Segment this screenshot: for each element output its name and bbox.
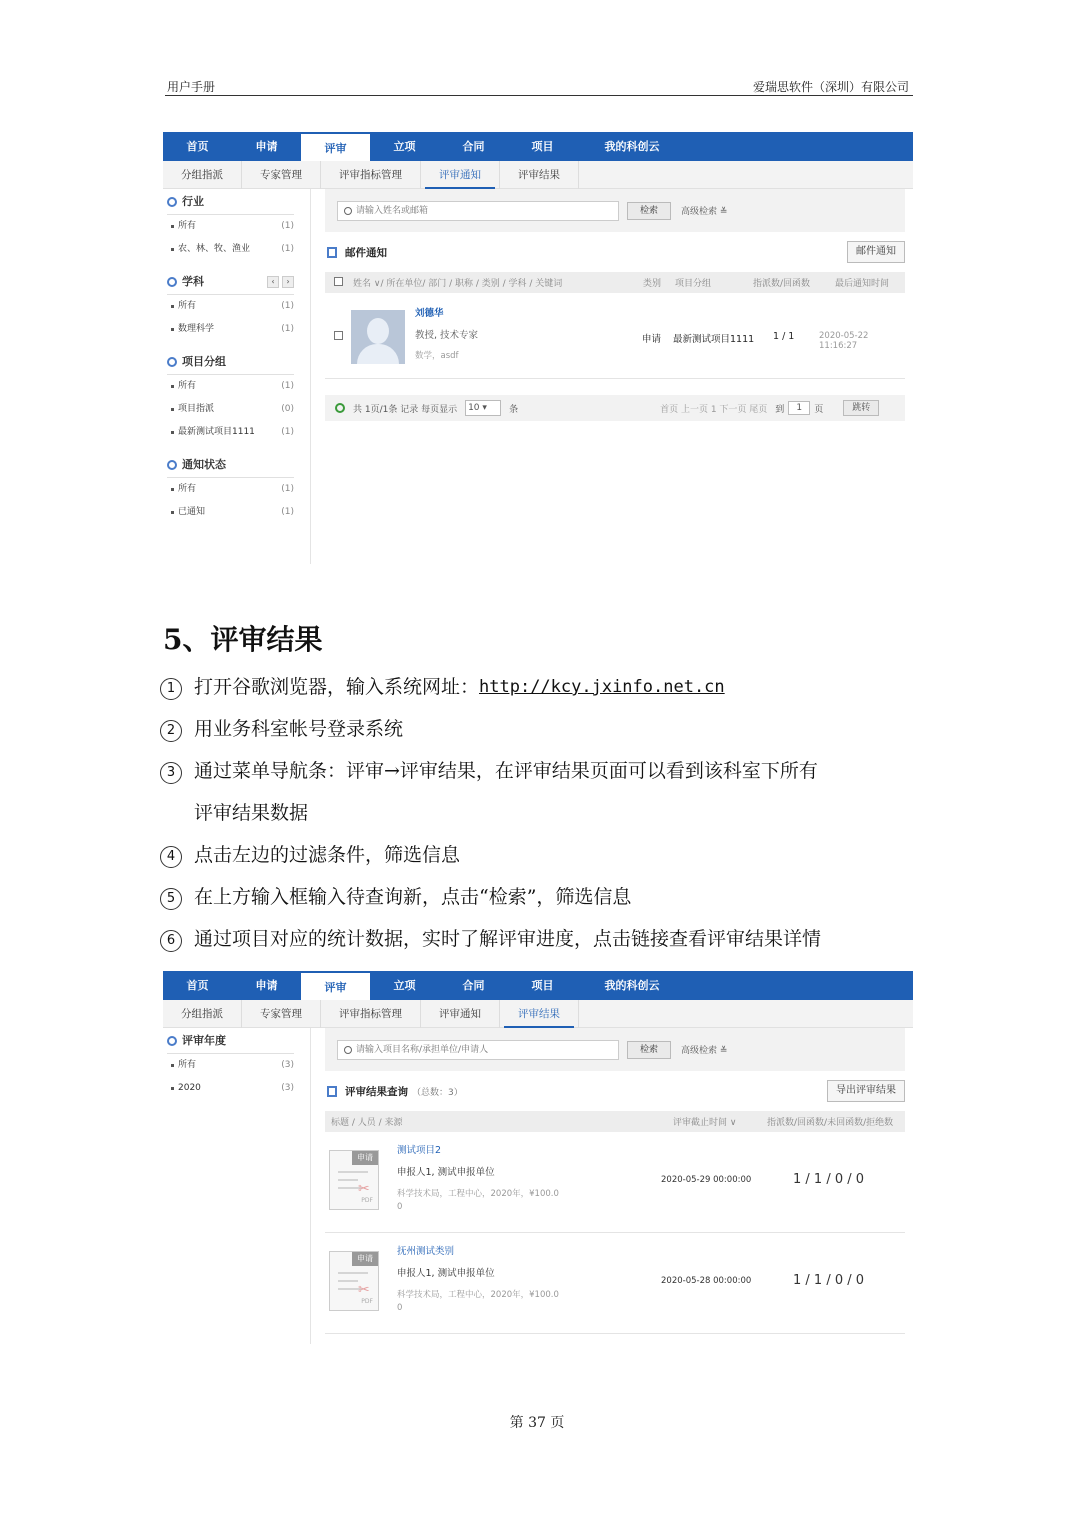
tab-review[interactable]: 评审 [301,971,370,1000]
subtab-group-assign[interactable]: 分组指派 [163,1000,242,1028]
tab-my-kcy[interactable]: 我的科创云 [604,140,660,153]
avatar [351,310,405,364]
row-checkbox[interactable] [334,331,343,340]
step-item: 1 打开谷歌浏览器，输入系统网址： http://kcy.jxinfo.net.cn [160,668,920,710]
step-item: 3 通过菜单导航条：评审→评审结果，在评审结果页面可以看到该科室下所有 [160,752,920,794]
search-button[interactable]: 检索 [627,202,671,220]
pdf-icon: 申请 ✂ PDF [329,1150,379,1210]
subtab-index-manage[interactable]: 评审指标管理 [321,161,421,189]
filter-item[interactable]: 2020 (3) [167,1077,294,1100]
sort-deadline[interactable]: 评审截止时间 ∨ [673,1118,737,1128]
filter-item[interactable]: 所有 (1) [167,375,294,398]
page-nav[interactable]: 首页 上一页 1 下一页 尾页 [660,404,768,415]
subtab-review-notice[interactable]: 评审通知 [421,161,500,189]
export-results-button[interactable]: 导出评审结果 [827,1080,905,1102]
goto-button[interactable]: 跳转 [843,400,879,416]
main-panel [325,189,905,421]
filter-title: 通知状态 [182,457,226,471]
advanced-search-link[interactable]: 高级检索 ≚ [681,207,728,217]
step-item: 5 在上方输入框输入待查询新，点击“检索”，筛选信息 [160,878,920,920]
step-item-continued: 评审结果数据 [194,802,309,824]
tab-contract[interactable]: 合同 [462,979,485,992]
filter-item[interactable]: 所有 (1) [167,215,294,238]
tab-review[interactable]: 评审 [301,132,370,161]
top-nav [163,971,913,1000]
subtab-review-notice[interactable]: 评审通知 [421,1000,500,1028]
search-bar [325,189,905,232]
advanced-search-link[interactable]: 高级检索 ≚ [681,1046,728,1056]
step-item: 4 点击左边的过滤条件，筛选信息 [160,836,920,878]
page-footer: 第 37 页 [509,1415,565,1431]
tab-apply[interactable]: 申请 [255,140,278,153]
project-title-link[interactable]: 测试项目2 [397,1145,442,1156]
prev-arrow-icon[interactable]: ‹ [267,276,279,288]
tab-my-kcy[interactable]: 我的科创云 [604,979,660,992]
search-icon [344,1046,352,1054]
filter-item[interactable]: 已通知 (1) [167,501,294,524]
section-title: 邮件通知 [345,246,387,259]
subtab-review-result[interactable]: 评审结果 [500,161,579,189]
filter-title: 行业 [182,194,204,208]
filter-icon [167,1036,177,1046]
page-header [165,76,913,96]
tab-project[interactable]: 项目 [531,140,554,153]
sub-nav [163,161,913,189]
section-heading: 5、评审结果 [163,623,323,656]
list-icon [327,1086,337,1097]
filter-group-project-group [163,349,310,452]
filter-item[interactable]: 所有 (3) [167,1054,294,1077]
filter-group-review-year [163,1028,310,1108]
filter-group-industry [163,189,310,269]
step-item: 6 通过项目对应的统计数据，实时了解评审进度，点击链接查看评审结果详情 [160,920,920,962]
filter-item[interactable]: 数理科学 (1) [167,318,294,341]
subtab-review-result[interactable]: 评审结果 [500,1000,579,1028]
expert-name-link[interactable]: 刘德华 [415,308,444,319]
refresh-icon[interactable] [335,403,345,413]
table-header: 标题 / 人员 / 来源 评审截止时间 ∨ 指派数/回函数/未回函数/拒绝数 [325,1111,905,1132]
sub-nav [163,1000,913,1028]
search-input[interactable]: 请输入姓名或邮箱 [337,201,619,221]
next-arrow-icon[interactable]: › [282,276,294,288]
tab-home[interactable]: 首页 [186,140,209,153]
filter-title: 学科 [182,274,204,288]
table-row: 刘德华 教授, 技术专家 数学，asdf 申请 最新测试项目1111 1 / 1 2020-05-22 11:16:27 [325,293,905,379]
screenshot-email-notice [163,132,913,564]
tab-project-approval[interactable]: 立项 [393,140,416,153]
search-bar [325,1028,905,1071]
search-button[interactable]: 检索 [627,1041,671,1059]
table-row: 申请 ✂ PDF 抚州测试类别 申报人1, 测试申报单位 科学技术局，工程中心，2020年，¥100.0 0 2020-05-28 00:00:00 1 / 1 / 0 / 0 [325,1233,905,1334]
search-icon [344,207,352,215]
steps-list [160,668,920,962]
filter-group-subject [163,269,310,349]
filter-item[interactable]: 项目指派 (0) [167,398,294,421]
main-panel [325,1028,905,1334]
list-icon [327,247,337,258]
page-number-input[interactable]: 1 [788,401,810,415]
filter-item[interactable]: 最新测试项目1111 (1) [167,421,294,444]
section-title: 评审结果查询 [345,1085,408,1098]
system-url-link[interactable]: http://kcy.jxinfo.net.cn [479,677,725,697]
filter-icon [167,197,177,207]
filter-item[interactable]: 所有 (1) [167,295,294,318]
pagination: 共 1页/1条 记录 每页显示 10 ▾ 条 首页 上一页 1 下一页 尾页 到 1 页 跳转 [325,395,905,421]
filter-icon [167,357,177,367]
filter-title: 项目分组 [182,354,226,368]
per-page-select[interactable]: 10 ▾ [465,400,501,416]
step-item: 2 用业务科室帐号登录系统 [160,710,920,752]
tab-project[interactable]: 项目 [531,979,554,992]
search-input[interactable]: 请输入项目名称/承担单位/申请人 [337,1040,619,1060]
pdf-icon: 申请 ✂ PDF [329,1251,379,1311]
table-row: 申请 ✂ PDF 测试项目2 申报人1, 测试申报单位 科学技术局，工程中心，2020年，¥100.0 0 2020-05-29 00:00:00 1 / 1 / 0 / 0 [325,1132,905,1233]
filter-icon [167,460,177,470]
subtab-expert-manage[interactable]: 专家管理 [242,161,321,189]
email-notice-button[interactable]: 邮件通知 [847,241,905,263]
tab-home[interactable]: 首页 [186,979,209,992]
subtab-expert-manage[interactable]: 专家管理 [242,1000,321,1028]
total-count: （总数：3） [412,1087,463,1098]
select-all-checkbox[interactable] [334,277,343,286]
top-nav [163,132,913,161]
screenshot-review-result [163,971,913,1344]
filter-group-notice-status [163,452,310,532]
filter-item[interactable]: 农、林、牧、渔业 (1) [167,238,294,261]
filter-title: 评审年度 [182,1033,226,1047]
tab-contract[interactable]: 合同 [462,140,485,153]
header-right: 爱瑞思软件（深圳）有限公司 [752,80,909,94]
filter-sidebar [163,189,311,564]
header-left: 用户手册 [167,80,216,94]
filter-item[interactable]: 所有 (1) [167,478,294,501]
table-header: 姓名 ∨/ 所在单位/ 部门 / 职称 / 类别 / 学科 / 关键词 类别 项目分组 指派数/回函数 最后通知时间 [325,272,905,293]
project-title-link[interactable]: 抚州测试类别 [397,1246,455,1257]
subtab-group-assign[interactable]: 分组指派 [163,161,242,189]
tab-project-approval[interactable]: 立项 [393,979,416,992]
filter-sidebar [163,1028,311,1344]
tab-apply[interactable]: 申请 [255,979,278,992]
filter-icon [167,277,177,287]
subtab-index-manage[interactable]: 评审指标管理 [321,1000,421,1028]
